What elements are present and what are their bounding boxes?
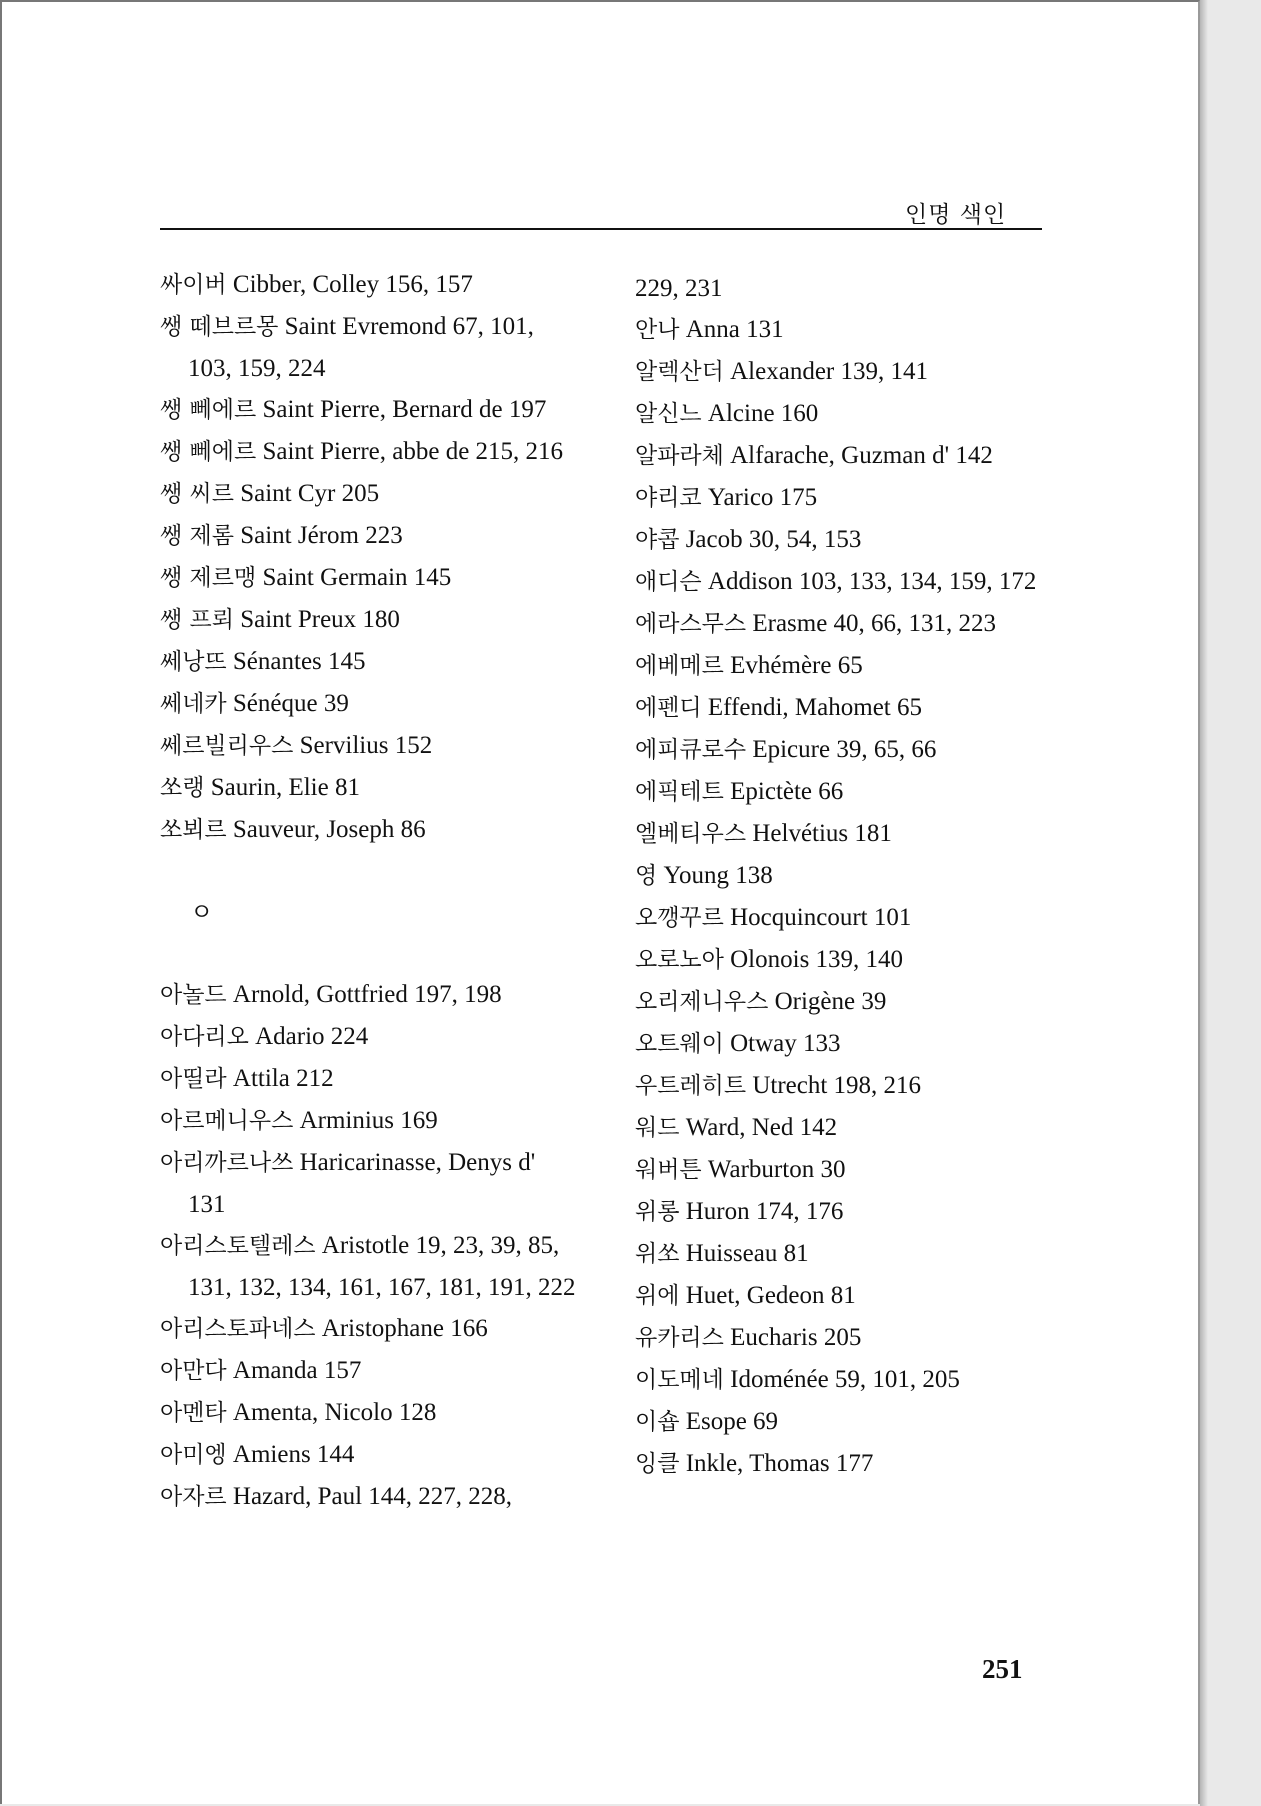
entry-korean-name: 아자르 [160, 1484, 227, 1510]
index-entry [160, 725, 578, 767]
index-entry [635, 1275, 1053, 1317]
index-entry [160, 809, 578, 851]
entry-korean-name: 쏘랭 [160, 775, 205, 801]
entry-korean-name: 에베메르 [635, 653, 724, 679]
index-entry [635, 897, 1053, 939]
entry-original-name: Saint Jérom 223 [240, 522, 403, 549]
entry-korean-name: 쌩 제롬 [160, 523, 234, 549]
entry-original-name: Esope 69 [685, 1408, 779, 1435]
entry-original-name: Adario 224 [255, 1023, 369, 1050]
index-entry [160, 1142, 578, 1225]
page-number: 251 [982, 1654, 1023, 1684]
index-entry [160, 515, 578, 557]
entry-original-name: Huisseau 81 [685, 1240, 809, 1267]
entry-original-name: Alcine 160 [707, 400, 819, 427]
entry-original-name: Saint Cyr 205 [240, 480, 380, 507]
entry-original-name: Saint Pierre, Bernard de 197 [262, 396, 547, 423]
entry-original-name: Saurin, Elie 81 [210, 774, 360, 801]
entry-original-name: Eucharis 205 [730, 1324, 862, 1351]
entry-original-name: Sénantes 145 [232, 648, 366, 675]
entry-original-name: Yarico 175 [707, 484, 818, 511]
index-entry [160, 641, 578, 683]
entry-korean-name: 위롱 [635, 1199, 680, 1225]
index-entry [160, 1392, 578, 1434]
entry-korean-name: 이숍 [635, 1409, 680, 1435]
index-entry [635, 729, 1053, 771]
entry-korean-name: 오깽꾸르 [635, 905, 724, 931]
entry-original-name: Young 138 [663, 862, 773, 889]
index-entry [160, 1476, 578, 1518]
entry-korean-name: 위에 [635, 1283, 680, 1309]
entry-korean-name: 워버튼 [635, 1157, 702, 1183]
entry-original-name: Warburton 30 [707, 1156, 846, 1183]
index-entry [635, 771, 1053, 813]
entry-korean-name: 아미엥 [160, 1442, 227, 1468]
index-entries-o [160, 974, 578, 1518]
index-entry [160, 767, 578, 809]
entry-original-name: Aristotle 19, 23, 39, 85, 131, 132, 134, 161, 167, 181, 191, 222 [188, 1232, 576, 1301]
entry-korean-name: 에라스무스 [635, 611, 747, 637]
index-entry [635, 939, 1053, 981]
entry-korean-name: 애디슨 [635, 569, 702, 595]
index-entry [635, 1233, 1053, 1275]
entry-original-name: Huron 174, 176 [685, 1198, 844, 1225]
entry-korean-name: 엘베티우스 [635, 821, 747, 847]
entry-korean-name: 워드 [635, 1115, 680, 1141]
index-entry [160, 389, 578, 431]
entry-original-name: Arminius 169 [299, 1107, 438, 1134]
index-entry [635, 1107, 1053, 1149]
entry-korean-name: 오트웨이 [635, 1031, 724, 1057]
index-entry [635, 981, 1053, 1023]
entry-korean-name: 오리제니우스 [635, 989, 769, 1015]
index-entry [635, 1023, 1053, 1065]
entry-korean-name: 아리스토파네스 [160, 1316, 316, 1342]
entry-original-name: Saint Pierre, abbe de 215, 216 [262, 438, 564, 465]
entry-korean-name: 쌩 프뢰 [160, 607, 234, 633]
index-entry [635, 1149, 1053, 1191]
index-entry [635, 309, 1053, 351]
entry-korean-name: 아멘타 [160, 1400, 227, 1426]
index-column-left [160, 264, 578, 1518]
index-entry [635, 1191, 1053, 1233]
entry-original-name: Origène 39 [774, 988, 887, 1015]
entry-original-name: Servilius 152 [299, 732, 433, 759]
index-entry [635, 351, 1053, 393]
entry-korean-name: 알렉산더 [635, 359, 724, 385]
entry-original-name: Idoménée 59, 101, 205 [730, 1366, 960, 1393]
index-entry [635, 477, 1053, 519]
index-entry [160, 1225, 578, 1308]
entry-korean-name: 위쏘 [635, 1241, 680, 1267]
index-entry [635, 687, 1053, 729]
index-entry [160, 473, 578, 515]
index-entry [635, 645, 1053, 687]
entry-korean-name: 유카리스 [635, 1325, 724, 1351]
index-entry [160, 1434, 578, 1476]
index-entry [635, 813, 1053, 855]
entry-korean-name: 쌩 뻬에르 [160, 397, 257, 423]
index-column-right [635, 268, 1053, 1485]
index-entry [160, 1308, 578, 1350]
entry-original-name: Effendi, Mahomet 65 [707, 694, 922, 721]
index-entry [635, 519, 1053, 561]
entry-original-name: Hazard, Paul 144, 227, 228, [232, 1483, 513, 1510]
index-entry [160, 431, 578, 473]
entry-original-name: Attila 212 [232, 1065, 334, 1092]
index-entry [635, 393, 1053, 435]
entry-original-name: Saint Evremond 67, 101, 103, 159, 224 [188, 313, 534, 382]
index-entry [635, 435, 1053, 477]
entry-original-name: Cibber, Colley 156, 157 [232, 271, 473, 298]
entry-original-name: Anna 131 [685, 316, 784, 343]
index-entry [160, 1100, 578, 1142]
entry-original-name: Hocquincourt 101 [730, 904, 912, 931]
entry-korean-name: 아리까르나쓰 [160, 1150, 294, 1176]
entry-korean-name: 쌩 제르맹 [160, 565, 257, 591]
entry-original-name: Sénéque 39 [232, 690, 349, 717]
index-entry [160, 1016, 578, 1058]
entry-korean-name: 쏘뵈르 [160, 817, 227, 843]
entry-korean-name: 알파라체 [635, 443, 724, 469]
entry-original-name: Jacob 30, 54, 153 [685, 526, 862, 553]
entry-original-name: Saint Preux 180 [240, 606, 400, 633]
entry-original-name: Epicure 39, 65, 66 [752, 736, 937, 763]
entry-korean-name: 오로노아 [635, 947, 724, 973]
entry-original-name: Saint Germain 145 [262, 564, 452, 591]
entry-korean-name: 알신느 [635, 401, 702, 427]
entry-korean-name: 쌩 떼브르몽 [160, 314, 279, 340]
index-entry [635, 268, 1053, 309]
entry-original-name: Epictète 66 [730, 778, 844, 805]
entry-korean-name: 이도메네 [635, 1367, 724, 1393]
entry-original-name: Inkle, Thomas 177 [685, 1450, 874, 1477]
entry-original-name: Utrecht 198, 216 [752, 1072, 922, 1099]
entry-original-name: Huet, Gedeon 81 [685, 1282, 856, 1309]
entry-original-name: Haricarinasse, Denys d' 131 [188, 1149, 536, 1218]
entry-korean-name: 싸이버 [160, 272, 227, 298]
header-rule [160, 228, 1042, 230]
index-entry [160, 1350, 578, 1392]
entry-original-name: Alexander 139, 141 [730, 358, 928, 385]
entry-korean-name: 아르메니우스 [160, 1108, 294, 1134]
entry-korean-name: 아다리오 [160, 1024, 249, 1050]
entry-korean-name: 쌩 뻬에르 [160, 439, 257, 465]
entry-korean-name: 안나 [635, 317, 680, 343]
index-entries-s [160, 264, 578, 851]
index-entry [160, 1058, 578, 1100]
entry-original-name: Addison 103, 133, 134, 159, 172 [707, 568, 1037, 595]
index-entry [635, 1359, 1053, 1401]
index-entry [160, 683, 578, 725]
entry-korean-name: 에픽테트 [635, 779, 724, 805]
running-head: 인명 색인 [905, 202, 1007, 228]
index-entry [160, 264, 578, 306]
entry-original-name: Amenta, Nicolo 128 [232, 1399, 437, 1426]
page-shadow [1200, 0, 1208, 1806]
index-entry [160, 306, 578, 389]
index-entry [635, 1443, 1053, 1485]
index-entry [635, 855, 1053, 897]
entry-korean-name: 야리코 [635, 485, 702, 511]
entry-korean-name: 쎄르빌리우스 [160, 733, 294, 759]
section-letter: ㅇ [190, 898, 214, 926]
index-entry [160, 557, 578, 599]
index-entry [635, 603, 1053, 645]
entry-korean-name: 아리스토텔레스 [160, 1233, 316, 1259]
entry-original-name: Ward, Ned 142 [685, 1114, 838, 1141]
entry-korean-name: 에피큐로수 [635, 737, 747, 763]
entry-original-name: Olonois 139, 140 [730, 946, 904, 973]
entry-korean-name: 쎄낭뜨 [160, 649, 227, 675]
index-entry [635, 1065, 1053, 1107]
entry-korean-name: 아만다 [160, 1358, 227, 1384]
index-entry [635, 1317, 1053, 1359]
index-entry [160, 599, 578, 641]
entry-original-name: Helvétius 181 [752, 820, 892, 847]
entry-korean-name: 쌩 씨르 [160, 481, 234, 507]
entry-original-name: Otway 133 [730, 1030, 841, 1057]
index-entry [635, 561, 1053, 603]
entry-original-name: Aristophane 166 [321, 1315, 488, 1342]
entry-korean-name: 아놀드 [160, 982, 227, 1008]
entry-korean-name: 야콥 [635, 527, 680, 553]
entry-original-name: Evhémère 65 [730, 652, 863, 679]
index-entry [160, 974, 578, 1016]
entry-korean-name: 아띨라 [160, 1066, 227, 1092]
entry-korean-name: 잉클 [635, 1451, 680, 1477]
entry-korean-name: 쎄네카 [160, 691, 227, 717]
index-entry [635, 1401, 1053, 1443]
entry-original-name: Arnold, Gottfried 197, 198 [232, 981, 502, 1008]
index-entries-o-continued [635, 268, 1053, 1485]
entry-korean-name: 우트레히트 [635, 1073, 747, 1099]
entry-original-name: Amanda 157 [232, 1357, 362, 1384]
entry-original-name: 229, 231 [635, 275, 723, 302]
entry-original-name: Alfarache, Guzman d' 142 [730, 442, 993, 469]
entry-original-name: Sauveur, Joseph 86 [232, 816, 426, 843]
entry-original-name: Erasme 40, 66, 131, 223 [752, 610, 997, 637]
entry-original-name: Amiens 144 [232, 1441, 355, 1468]
entry-korean-name: 에펜디 [635, 695, 702, 721]
entry-korean-name: 영 [635, 863, 658, 889]
